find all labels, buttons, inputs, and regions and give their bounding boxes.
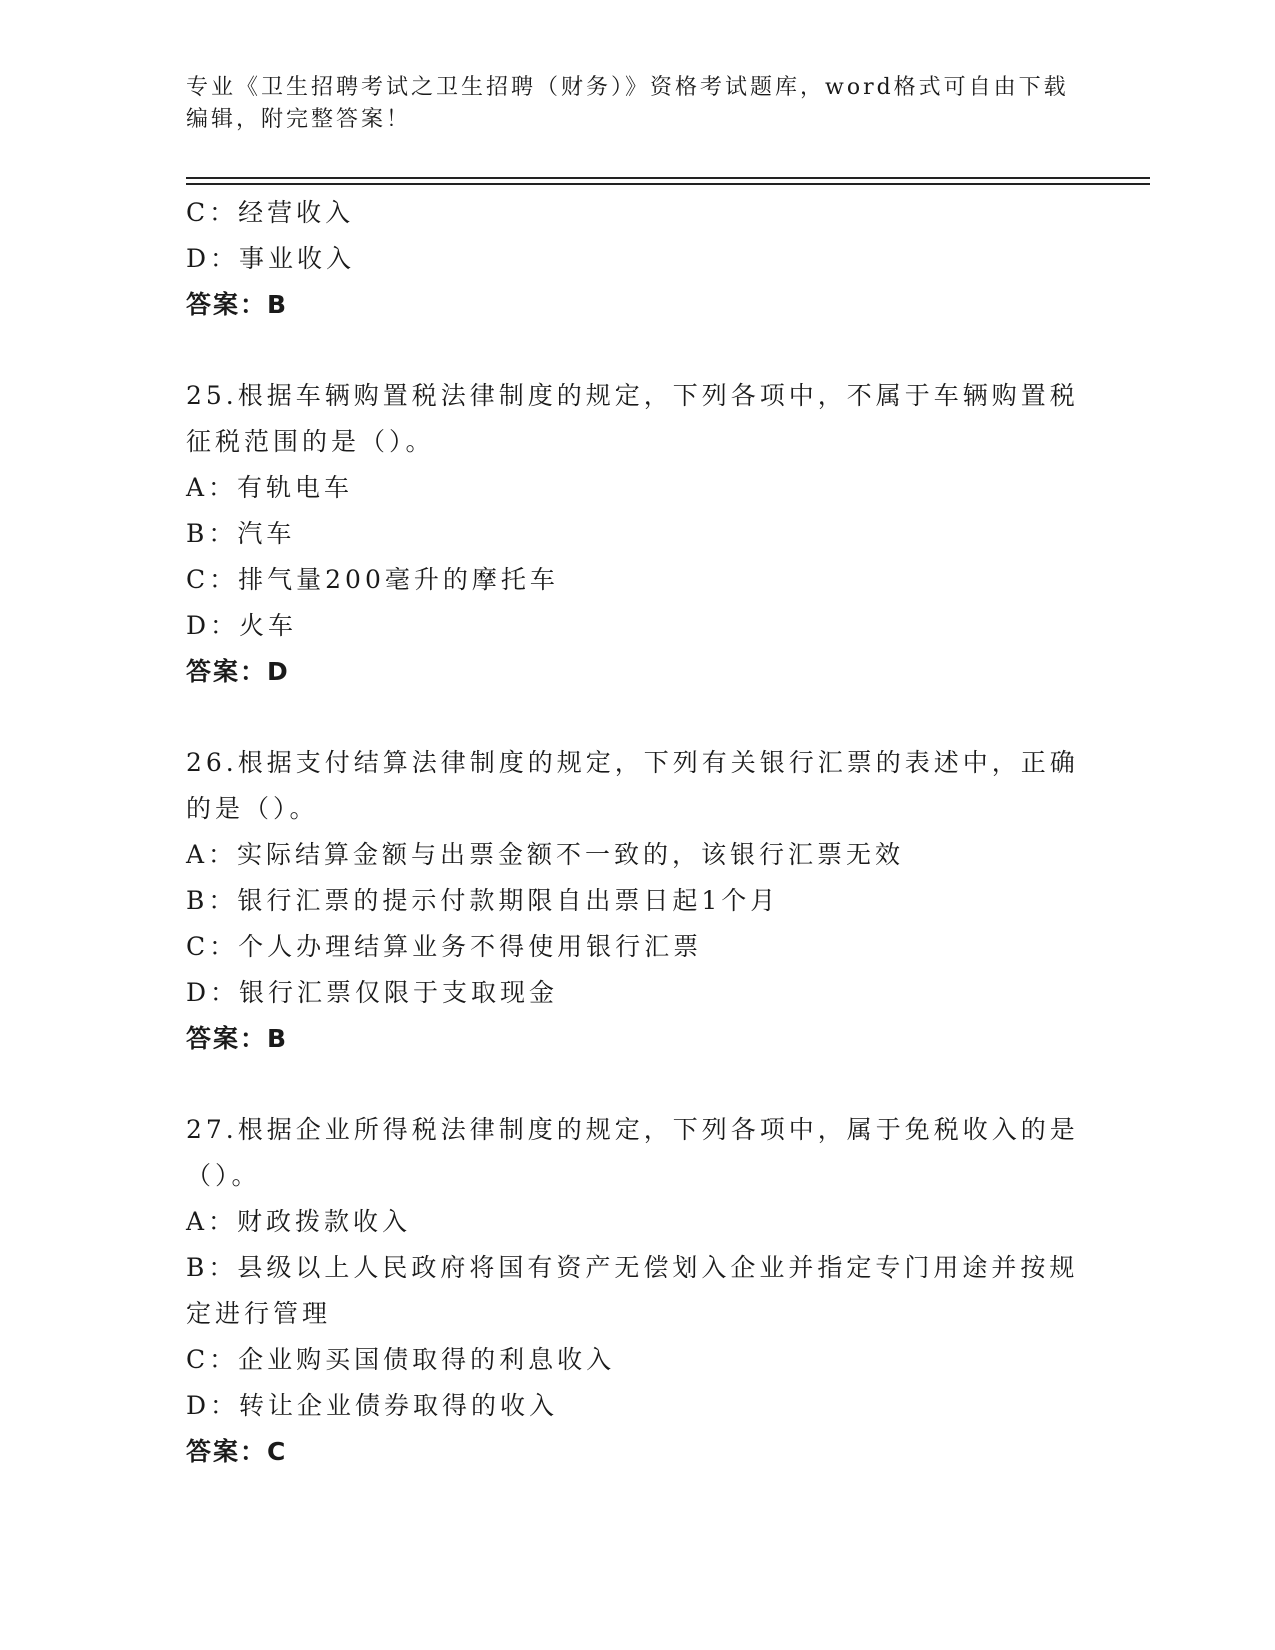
question-25 <box>186 373 1086 695</box>
question-list <box>186 190 1086 1475</box>
option-a: A：实际结算金额与出票金额不一致的，该银行汇票无效 <box>186 840 905 869</box>
header-line-1: 专业《卫生招聘考试之卫生招聘（财务）》资格考试题库，word格式可自由下载 <box>186 75 1069 100</box>
option-b: B：汽车 <box>186 519 296 548</box>
option-b: B：县级以上人民政府将国有资产无偿划入企业并指定专门用途并按规 <box>186 1253 1079 1282</box>
answer-line: 答案：B <box>186 290 289 319</box>
option-b-cont: 定进行管理 <box>186 1299 332 1328</box>
answer-line: 答案：D <box>186 657 290 686</box>
option-a: A：有轨电车 <box>186 473 354 502</box>
option-c: C：经营收入 <box>186 198 355 227</box>
answer-line: 答案：B <box>186 1024 289 1053</box>
option-b: B：银行汇票的提示付款期限自出票日起1个月 <box>186 886 780 915</box>
option-c: C：个人办理结算业务不得使用银行汇票 <box>186 932 703 961</box>
option-d: D：事业收入 <box>186 244 356 273</box>
question-stem-cont: 的是（）。 <box>186 794 319 823</box>
option-c: C：排气量200毫升的摩托车 <box>186 565 559 594</box>
option-d: D：银行汇票仅限于支取现金 <box>186 978 559 1007</box>
question-stem-cont: 征税范围的是（）。 <box>186 427 435 456</box>
question-26 <box>186 740 1086 1062</box>
page-header <box>186 72 1086 136</box>
header-line-2: 编辑，附完整答案！ <box>186 107 412 132</box>
question-stem: 27.根据企业所得税法律制度的规定，下列各项中，属于免税收入的是 <box>186 1115 1079 1144</box>
question-27 <box>186 1107 1086 1475</box>
header-divider-bottom <box>186 183 1150 185</box>
option-d: D：转让企业债券取得的收入 <box>186 1391 559 1420</box>
previous-question-tail <box>186 190 1086 328</box>
header-divider-top <box>186 177 1150 179</box>
answer-line: 答案：C <box>186 1437 288 1466</box>
question-stem: 25.根据车辆购置税法律制度的规定，下列各项中，不属于车辆购置税 <box>186 381 1079 410</box>
question-stem: 26.根据支付结算法律制度的规定，下列有关银行汇票的表述中，正确 <box>186 748 1079 777</box>
option-a: A：财政拨款收入 <box>186 1207 412 1236</box>
option-d: D：火车 <box>186 611 298 640</box>
option-c: C：企业购买国债取得的利息收入 <box>186 1345 616 1374</box>
question-stem-cont: （）。 <box>186 1161 261 1190</box>
